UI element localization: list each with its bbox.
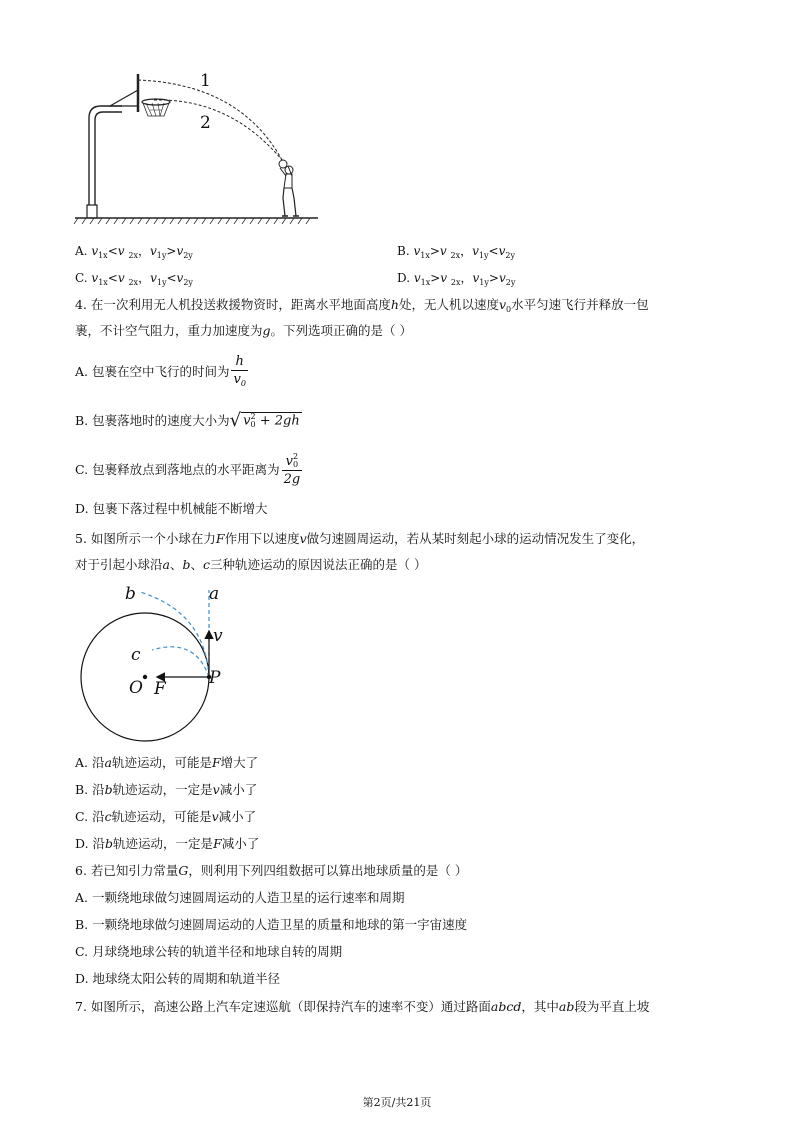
label-F: F (154, 679, 166, 699)
numerator: h (231, 353, 247, 371)
subscript: 1x (420, 251, 430, 260)
subscript: 2x (128, 278, 139, 287)
subscript: 2y (183, 278, 193, 287)
fraction (231, 353, 247, 392)
var: v (91, 271, 99, 285)
subscript: 1x (420, 278, 431, 287)
subscript: 0 (250, 420, 256, 430)
label-a: a (209, 584, 220, 604)
subscript: 2x (450, 251, 461, 260)
separator: 、 (190, 557, 204, 572)
var: b (182, 557, 191, 572)
sqrt-body (241, 412, 302, 430)
circle-diagram (70, 582, 240, 752)
text: 做匀速圆周运动，若从某时刻起小球的运动情况发生了变化， (306, 531, 645, 546)
operator: > (430, 271, 441, 285)
q7-stem (75, 998, 649, 1016)
subscript: 1y (478, 251, 489, 260)
text: 减小了 (219, 782, 258, 797)
option-text: B. 包裹落地时的速度大小为 (75, 413, 230, 428)
trajectory-label-1: 1 (200, 71, 211, 91)
text: 4. 在一次利用无人机投送救援物资时，距离水平地面高度 (75, 297, 391, 312)
q3-option-d[interactable] (397, 269, 515, 292)
var: ab (558, 999, 575, 1014)
text: 作用下以速度 (224, 531, 300, 546)
subscript: 0 (293, 460, 299, 469)
text: 轨迹运动，一定是 (112, 782, 213, 797)
q5-option-b[interactable] (75, 781, 257, 799)
separator: ， (137, 244, 150, 258)
text: B. 沿 (75, 782, 105, 797)
var: v (498, 271, 506, 285)
page-footer: 第2页/共21页 (362, 1096, 432, 1109)
operator: > (166, 244, 177, 258)
var: v (285, 453, 293, 469)
q5-stem-line1 (75, 530, 644, 548)
text: 7. 如图所示，高速公路上汽车定速巡航（即保持汽车的速率不变）通过路面 (75, 999, 491, 1014)
separator: ， (460, 244, 473, 258)
text: 轨迹运动，可能是 (111, 809, 212, 824)
trajectory-label-2: 2 (200, 113, 211, 133)
q4-stem-line2 (75, 322, 412, 340)
separator: ， (460, 271, 473, 285)
var: v (413, 244, 421, 258)
subscript: 1y (156, 251, 167, 260)
label-O: O (129, 678, 143, 698)
q6-option-c[interactable]: C. 月球绕地球公转的轨道半径和地球自转的周期 (75, 944, 343, 959)
text: 对于引起小球沿 (75, 557, 163, 572)
text: ，则利用下列四组数据可以算出地球质量的是（ ） (188, 863, 468, 878)
var: abcd (490, 999, 522, 1014)
var: v (233, 371, 241, 387)
circular-motion-figure (70, 582, 240, 752)
text: 三种轨迹运动的原因说法正确的是（ ） (210, 557, 427, 572)
q5-option-c[interactable] (75, 808, 256, 826)
text: 处，无人机以速度 (398, 297, 499, 312)
text: 裹，不计空气阻力，重力加速度为 (75, 323, 263, 338)
q4-stem-line1 (75, 296, 649, 319)
subscript: 0 (506, 305, 512, 314)
operator: > (488, 271, 499, 285)
var: b (104, 782, 113, 797)
fraction (282, 453, 303, 488)
subscript: 1y (156, 278, 167, 287)
var: c (104, 809, 112, 824)
var: G (178, 863, 189, 878)
q5-option-d[interactable] (75, 835, 259, 853)
operator: < (107, 271, 118, 285)
q5-stem-line2 (75, 556, 427, 574)
separator: ， (138, 271, 151, 285)
var: v (211, 809, 219, 824)
operator: < (107, 244, 118, 258)
q6-stem (75, 862, 467, 880)
var: v (117, 244, 129, 258)
var: b (105, 836, 114, 851)
text: ，其中 (521, 999, 559, 1014)
subscript: 1x (98, 278, 108, 287)
var: v (176, 244, 184, 258)
label-v: v (213, 626, 223, 646)
text: 减小了 (221, 836, 260, 851)
var: v (176, 271, 184, 285)
basketball-diagram (70, 70, 330, 230)
text: 减小了 (218, 809, 257, 824)
denominator (231, 371, 247, 392)
separator: 、 (169, 557, 183, 572)
var: v (149, 244, 157, 258)
superscript: 2 (250, 412, 256, 422)
q4-option-d[interactable] (75, 500, 268, 518)
var: v (413, 271, 421, 285)
var: h (390, 297, 399, 312)
option-text: D. 包裹下落过程中机械能不断增大 (75, 501, 268, 516)
var: F (213, 836, 222, 851)
subscript: 2x (450, 278, 461, 287)
option-text: C. 包裹释放点到落地点的水平距离为 (75, 462, 280, 477)
var: v (440, 271, 451, 285)
radical-sign: √ (229, 410, 242, 431)
text: 6. 若已知引力常量 (75, 863, 179, 878)
subscript: 1x (98, 251, 108, 260)
q6-option-a[interactable]: A. 一颗绕地球做匀速圆周运动的人造卫星的运行速率和周期 (75, 890, 405, 905)
var: v (472, 244, 479, 258)
var: v (243, 413, 251, 429)
expression: + 2gh (255, 413, 300, 429)
var: a (162, 557, 170, 572)
option-letter: C. (75, 271, 88, 285)
var: a (104, 755, 112, 770)
q3-option-c[interactable] (75, 269, 193, 292)
option-text: A. 包裹在空中飞行的时间为 (75, 364, 230, 379)
q6-option-d[interactable]: D. 地球绕太阳公转的周期和轨道半径 (75, 971, 281, 986)
var: v (498, 297, 507, 312)
text: 5. 如图所示一个小球在力 (75, 531, 216, 546)
operator: > (429, 244, 440, 258)
subscript: 2x (128, 251, 138, 260)
var: v (117, 271, 129, 285)
operator: < (488, 244, 499, 258)
label-c: c (131, 645, 141, 665)
subscript: 0 (240, 378, 246, 388)
subscript: 2y (505, 251, 515, 260)
option-letter: A. (75, 244, 88, 258)
var: v (472, 271, 480, 285)
text: A. 沿 (75, 755, 105, 770)
var: c (203, 557, 211, 572)
denominator: 2g (283, 471, 301, 487)
subscript: 1y (479, 278, 489, 287)
option-letter: D. (397, 271, 411, 285)
q3-option-b[interactable] (397, 242, 515, 265)
var: v (498, 244, 506, 258)
operator: < (166, 271, 177, 285)
text: 。下列选项正确的是（ ） (270, 323, 413, 338)
option-letter: B. (397, 244, 410, 258)
text: 段为平直上坡 (574, 999, 650, 1014)
text: 增大了 (220, 755, 259, 770)
var: g (262, 323, 271, 338)
numerator (282, 453, 303, 471)
q4-option-c[interactable] (75, 448, 302, 492)
subscript: 2y (505, 278, 516, 287)
var: v (439, 244, 451, 258)
q4-option-a[interactable] (75, 350, 248, 394)
subscript: 2y (183, 251, 193, 260)
superscript: 2 (293, 452, 299, 461)
var: v (212, 782, 220, 797)
text: C. 沿 (75, 809, 105, 824)
var: F (211, 755, 221, 770)
q4-option-b[interactable] (75, 408, 302, 434)
var: F (215, 531, 225, 546)
q5-option-a[interactable] (75, 754, 258, 772)
text: D. 沿 (75, 836, 106, 851)
text: 轨迹运动，一定是 (113, 836, 214, 851)
q6-option-b[interactable]: B. 一颗绕地球做匀速圆周运动的人造卫星的质量和地球的第一宇宙速度 (75, 917, 468, 932)
basketball-figure (70, 70, 330, 230)
text: 轨迹运动，可能是 (111, 755, 212, 770)
label-P: P (209, 668, 221, 688)
q3-option-a[interactable] (75, 242, 193, 265)
var: v (91, 244, 99, 258)
text: 水平匀速飞行并释放一包 (511, 297, 649, 312)
label-b: b (125, 584, 136, 604)
var: v (150, 271, 157, 285)
var: v (299, 531, 307, 546)
